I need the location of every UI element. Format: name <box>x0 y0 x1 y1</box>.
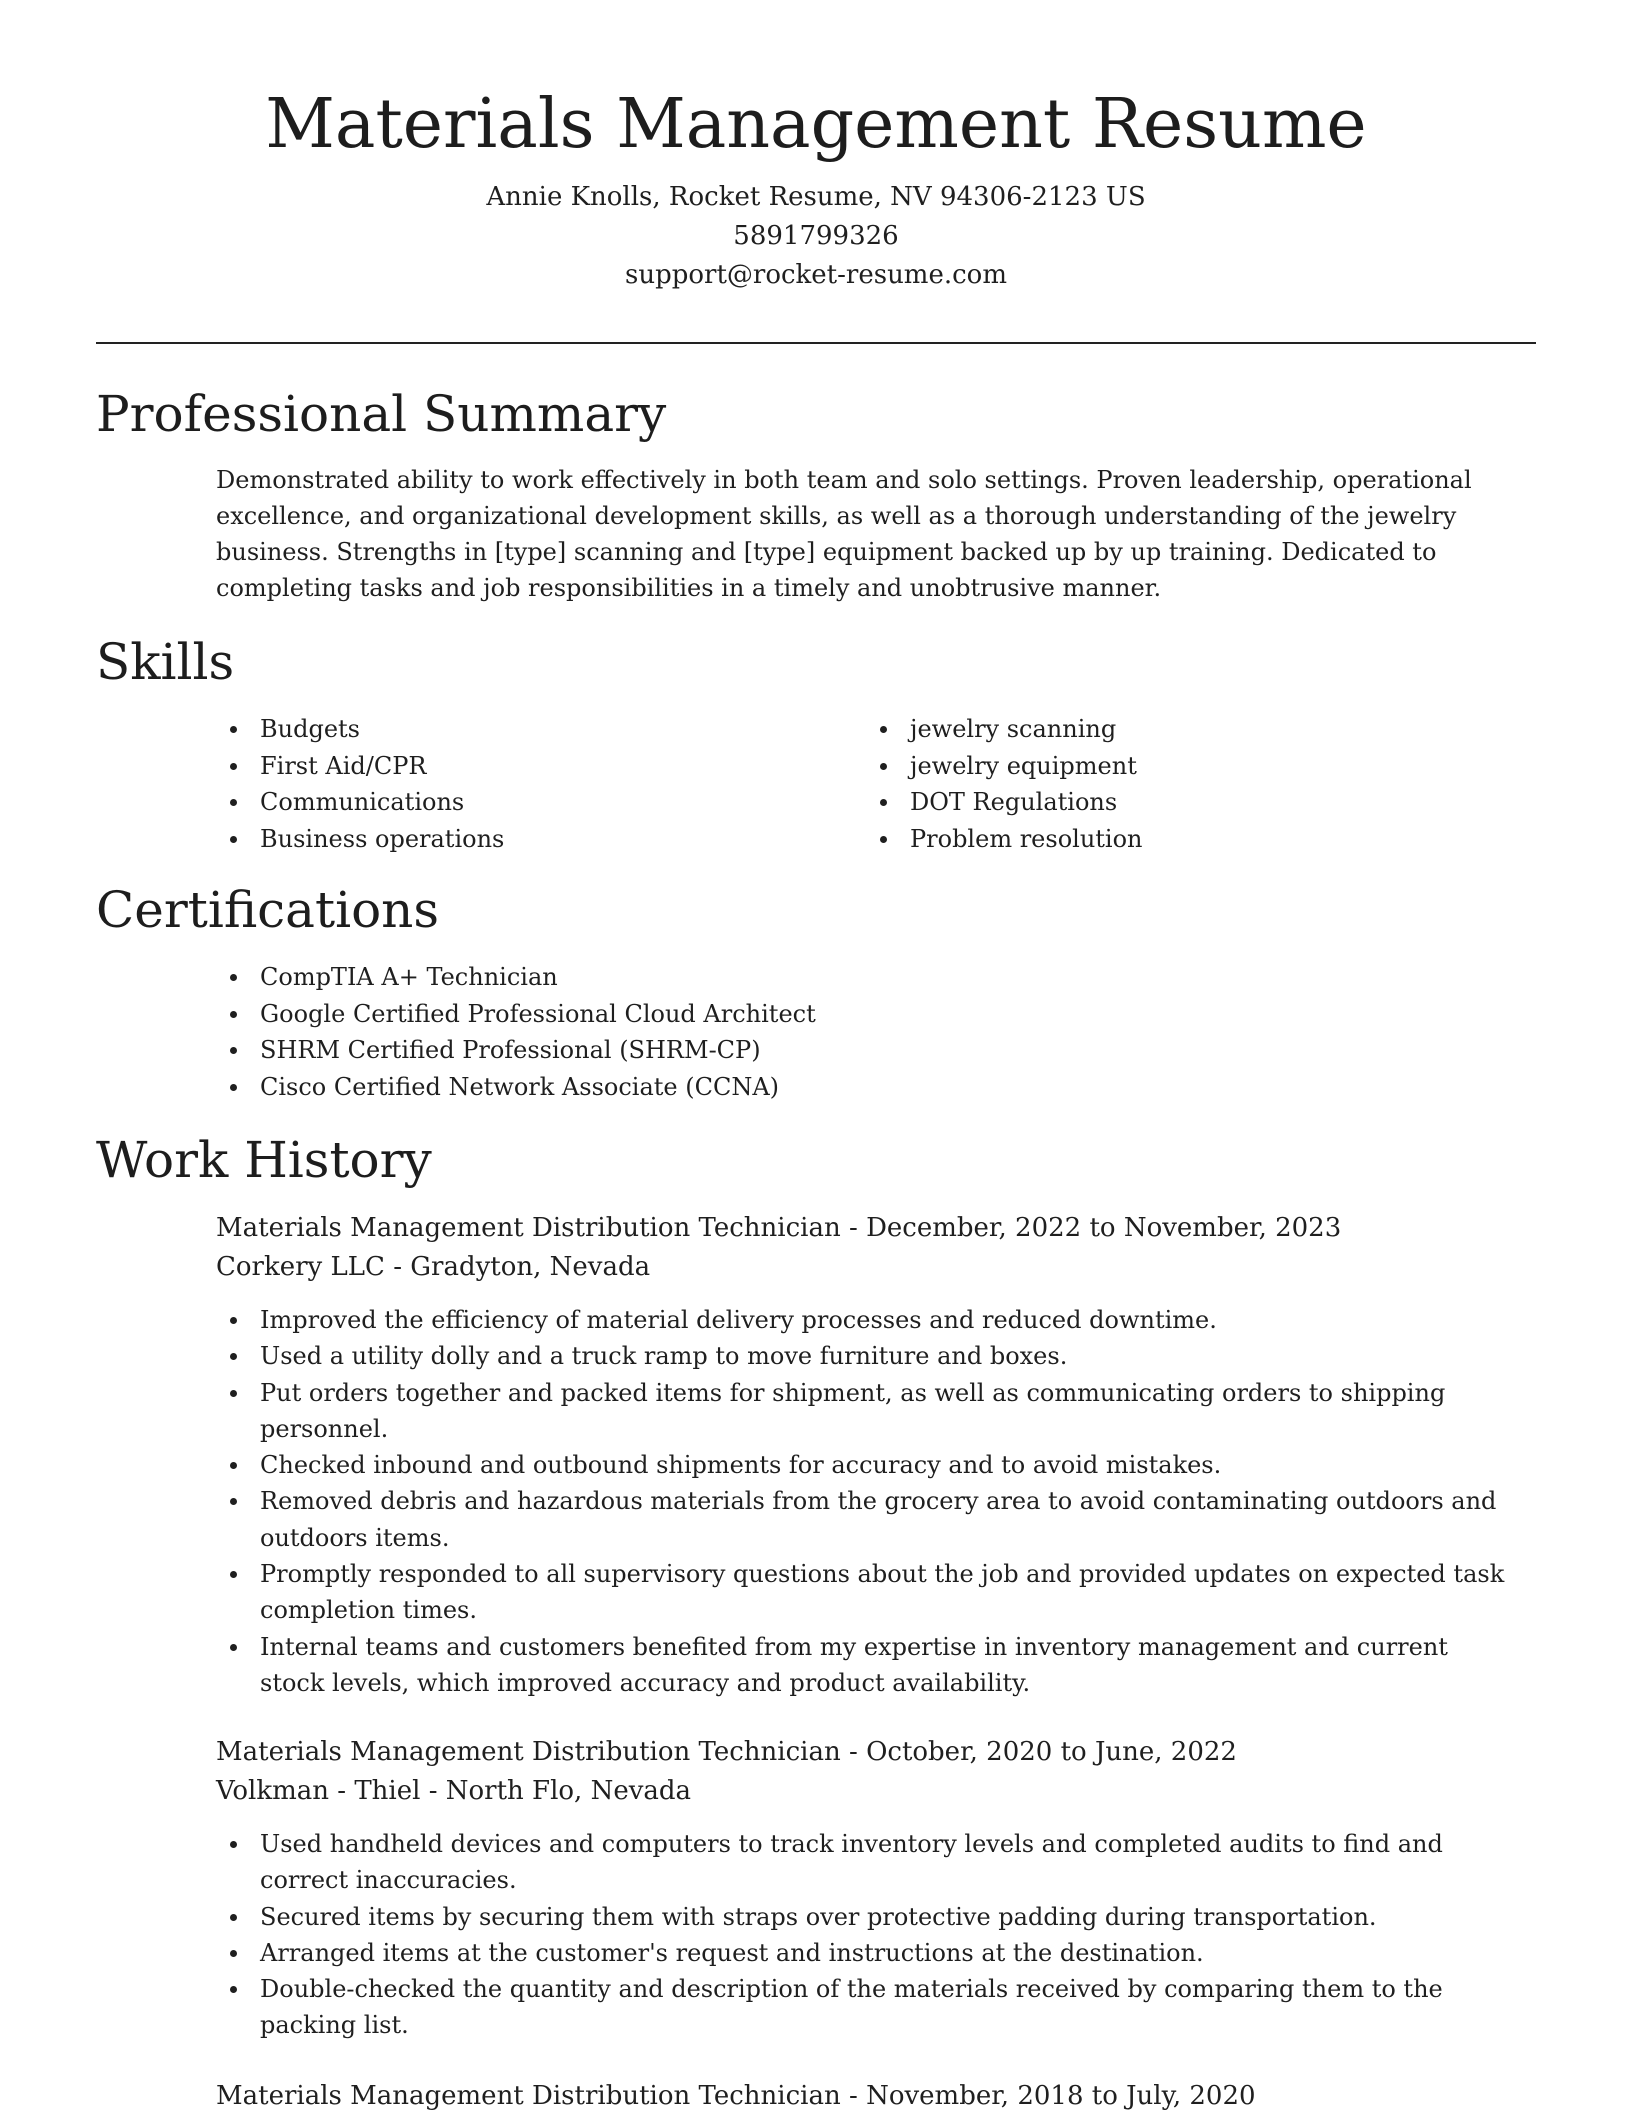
certifications-list <box>216 959 1416 1105</box>
list-item: Double-checked the quantity and description of the materials received by comparing them to the packing list. <box>216 1971 1516 2044</box>
list-item: SHRM Certified Professional (SHRM-CP) <box>216 1032 1416 1069</box>
certifications-heading: Certifications <box>96 881 440 939</box>
list-item: Improved the efficiency of material delivery processes and reduced downtime. <box>216 1302 1516 1338</box>
list-item: Put orders together and packed items for shipment, as well as communicating orders to shipping personnel. <box>216 1375 1516 1448</box>
list-item: Google Certified Professional Cloud Architect <box>216 996 1416 1033</box>
job-bullets <box>216 1826 1516 2044</box>
job-title: Materials Management Distribution Technician <box>216 1737 841 1767</box>
job-company-line <box>216 1772 691 1811</box>
skills-heading: Skills <box>96 633 235 691</box>
job-company: Volkman - Thiel <box>216 1776 421 1806</box>
job-title-line <box>216 2077 1256 2116</box>
job-dates: - December, 2022 to November, 2023 <box>840 1213 1342 1243</box>
summary-text: Demonstrated ability to work effectively in both team and solo settings. Proven leadership, operational excellence, and organizational development skills, as well as a thorough understanding of the jewelry business. Strengths in [type] scanning and [type] equipment backed up by up training. Dedicated to completing tasks and job responsibilities in a timely and unobtrusive manner. <box>216 466 1472 602</box>
job-company: Corkery LLC <box>216 1252 385 1282</box>
page-title: Materials Management Resume <box>265 85 1367 164</box>
list-item: DOT Regulations <box>866 784 1466 821</box>
skills-list-right <box>866 711 1466 857</box>
list-item: Used a utility dolly and a truck ramp to move furniture and boxes. <box>216 1338 1516 1374</box>
skills-list-left <box>216 711 816 857</box>
list-item: jewelry scanning <box>866 711 1466 748</box>
header-divider <box>96 342 1536 344</box>
address-line: Annie Knolls, Rocket Resume, NV 94306-2123 US <box>486 182 1146 212</box>
job-location: - North Flo, Nevada <box>420 1776 692 1806</box>
list-item: Arranged items at the customer's request and instructions at the destination. <box>216 1935 1516 1971</box>
list-item: Promptly responded to all supervisory questions about the job and provided updates on expected task completion times. <box>216 1556 1516 1629</box>
list-item: jewelry equipment <box>866 748 1466 785</box>
list-item: Secured items by securing them with straps over protective padding during transportation. <box>216 1899 1516 1935</box>
job-location: - Gradyton, Nevada <box>384 1252 651 1282</box>
list-item: Internal teams and customers benefited from my expertise in inventory management and current stock levels, which improved accuracy and product availability. <box>216 1629 1516 1702</box>
list-item: Budgets <box>216 711 816 748</box>
resume-header <box>96 80 1536 290</box>
summary-heading: Professional Summary <box>96 385 667 443</box>
work-history-heading: Work History <box>96 1131 432 1189</box>
job-title-line <box>216 1733 1237 1772</box>
job-title: Materials Management Distribution Technician <box>216 1213 841 1243</box>
list-item: Business operations <box>216 821 816 858</box>
list-item: First Aid/CPR <box>216 748 816 785</box>
list-item: Communications <box>216 784 816 821</box>
list-item: CompTIA A+ Technician <box>216 959 1416 996</box>
job-bullets <box>216 1302 1516 1701</box>
job-title-line <box>216 1209 1341 1248</box>
list-item: Cisco Certified Network Associate (CCNA) <box>216 1069 1416 1106</box>
list-item: Removed debris and hazardous materials from the grocery area to avoid contaminating outdoors and outdoors items. <box>216 1483 1516 1556</box>
job-title: Materials Management Distribution Technician <box>216 2081 841 2111</box>
phone-line: 5891799326 <box>733 221 899 251</box>
job-dates: - November, 2018 to July, 2020 <box>840 2081 1256 2111</box>
contact-block <box>96 178 1536 295</box>
job-company-line <box>216 1248 650 1287</box>
email-line: support@rocket-resume.com <box>624 260 1007 290</box>
list-item: Used handheld devices and computers to track inventory levels and completed audits to find and correct inaccuracies. <box>216 1826 1516 1899</box>
job-dates: - October, 2020 to June, 2022 <box>840 1737 1237 1767</box>
list-item: Problem resolution <box>866 821 1466 858</box>
list-item: Checked inbound and outbound shipments for accuracy and to avoid mistakes. <box>216 1447 1516 1483</box>
